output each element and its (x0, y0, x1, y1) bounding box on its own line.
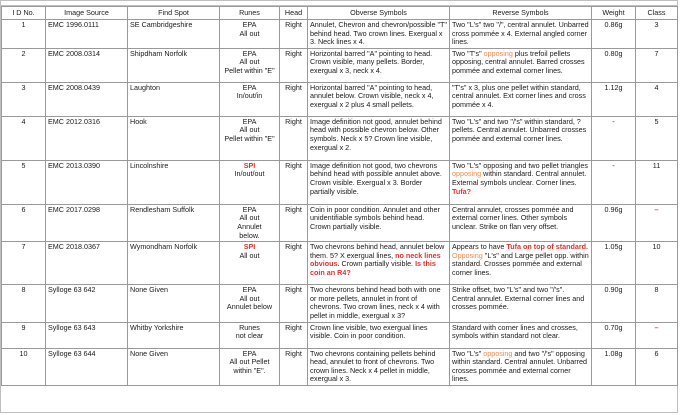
obverse-text: Two chevrons behind head both with one or more pellets, annulet in front of chevrons. Two crown lines, neck x 4 with pellet in middle, exergual x 3? (310, 285, 441, 320)
find-spot-cell: Lincolnshire (128, 160, 220, 204)
runes-line: All out (239, 28, 260, 38)
reverse-text: Two "L's" opposing and two pellet triangles (452, 160, 588, 170)
table-row (2, 204, 678, 241)
image-source-cell: Sylloge 63 643 (46, 322, 128, 348)
head-cell: Right (280, 322, 308, 348)
reverse-text: opposing (483, 348, 513, 358)
obverse-text: Crown partially visible. (339, 259, 416, 269)
runes-cell (220, 116, 280, 160)
table-row (2, 116, 678, 160)
col-header: Reverse Symbols (450, 7, 592, 20)
reverse-text: "L's" and Large pellet opp. within standard. Crosses pommée and external corner lines. (452, 250, 589, 277)
obverse-text: Annulet, Chevron and chevron/possible "T" behind head. Two crown lines. Exergual x 3. Neck lines x 4. (310, 20, 447, 47)
table-row (2, 82, 678, 116)
head-cell: Right (280, 82, 308, 116)
obverse-text: Image definition not good, two chevrons behind head with possible annulet above. Crown visible. Exergual x 3. Border partially visible. (310, 160, 442, 196)
col-header: Find Spot (128, 7, 220, 20)
id-cell: 6 (2, 204, 46, 241)
reverse-symbols-cell (450, 116, 592, 160)
table-row (2, 20, 678, 49)
id-cell: 10 (2, 348, 46, 385)
find-spot-cell: None Given (128, 348, 220, 385)
id-cell: 5 (2, 160, 46, 204)
reverse-text: Two "L's" two "/", central annulet. Unbarred cross pommée x 4. External angled corner lines. (452, 20, 589, 47)
runes-cell (220, 204, 280, 241)
reverse-text: Opposing (452, 250, 483, 260)
col-header: Head (280, 7, 308, 20)
coin-table (1, 6, 678, 386)
runes-cell (220, 48, 280, 82)
weight-cell: 0.80g (592, 48, 636, 82)
reverse-text: "T's" x 3, plus one pellet within standard, central annulet. Ext corner lines and cross pommée x 4. (452, 82, 586, 109)
image-source-cell: EMC 2018.0367 (46, 242, 128, 285)
runes-line: All out (239, 293, 260, 303)
runes-cell (220, 322, 280, 348)
class-cell: 7 (636, 48, 678, 82)
reverse-text: Appears to have (452, 242, 507, 252)
col-header: I D No. (2, 7, 46, 20)
id-cell: 1 (2, 20, 46, 49)
obverse-text: Horizontal barred "A" pointing to head. Crown visible, many pellets. Border, exergual x 3, neck x 4. (310, 48, 433, 75)
obverse-text: Crown line visible, two exergual lines visible. Coin in poor condition. (310, 322, 428, 341)
reverse-text: Central annulet, crosses pommée and external corner lines. Other symbols unclear. Strike on flan very offset. (452, 204, 574, 231)
reverse-text: within standard. Central annulet. External symbols unclear. Corner lines. (452, 169, 587, 187)
class-cell: 11 (636, 160, 678, 204)
obverse-symbols-cell (308, 285, 450, 322)
reverse-symbols-cell (450, 285, 592, 322)
weight-cell: 0.86g (592, 20, 636, 49)
runes-line: Pellet within "E" (224, 133, 275, 143)
reverse-symbols-cell (450, 322, 592, 348)
head-cell: Right (280, 48, 308, 82)
runes-cell (220, 242, 280, 285)
runes-line: EPA (242, 82, 257, 92)
class-cell: – (636, 322, 678, 348)
runes-line: Annulet below (226, 302, 273, 312)
reverse-text: opposing (452, 169, 482, 179)
obverse-symbols-cell (308, 48, 450, 82)
weight-cell: - (592, 116, 636, 160)
obverse-text: Two chevrons containing pellets behind head, annulet to front of chevrons. Two crown lines. Neck x 4 pellet in middle, exergual x 3. (310, 348, 436, 384)
find-spot-cell: Shipdham Norfolk (128, 48, 220, 82)
runes-line: Annulet (237, 221, 262, 231)
find-spot-cell: Rendlesham Suffolk (128, 204, 220, 241)
id-cell: 9 (2, 322, 46, 348)
weight-cell: 1.05g (592, 242, 636, 285)
runes-line: below. (239, 230, 260, 240)
weight-cell: 1.08g (592, 348, 636, 385)
weight-cell: 1.12g (592, 82, 636, 116)
reverse-symbols-cell (450, 20, 592, 49)
obverse-symbols-cell (308, 116, 450, 160)
runes-line: EPA (242, 285, 257, 295)
head-cell: Right (280, 242, 308, 285)
reverse-symbols-cell (450, 348, 592, 385)
class-cell: 8 (636, 285, 678, 322)
weight-cell: - (592, 160, 636, 204)
runes-cell (220, 285, 280, 322)
runes-line: EPA (242, 204, 257, 214)
runes-line: All out (239, 57, 260, 67)
runes-line: EPA (242, 348, 257, 358)
id-cell: 4 (2, 116, 46, 160)
find-spot-cell: Wymondham Norfolk (128, 242, 220, 285)
class-cell: 3 (636, 20, 678, 49)
runes-line: EPA (242, 116, 257, 126)
reverse-symbols-cell (450, 204, 592, 241)
reverse-text: Two "T's" (452, 48, 484, 58)
obverse-symbols-cell (308, 348, 450, 385)
weight-cell: 0.96g (592, 204, 636, 241)
reverse-text: Two "L's" and two "/'s" within standard, ? pellets. Central annulet. Unbarred crosses pommée and external corner lines. (452, 116, 587, 143)
obverse-symbols-cell (308, 204, 450, 241)
reverse-symbols-cell (450, 160, 592, 204)
reverse-text: Strike offset, two "L's" and two "/'s". Central annulet. External corner lines and crosses pommée. (452, 285, 585, 312)
reverse-text: Tufa on top of standard. (506, 242, 589, 252)
head-cell: Right (280, 348, 308, 385)
col-header: Obverse Symbols (308, 7, 450, 20)
class-cell: 5 (636, 116, 678, 160)
col-header: Image Source (46, 7, 128, 20)
runes-cell (220, 348, 280, 385)
obverse-symbols-cell (308, 322, 450, 348)
runes-line: Runes (239, 322, 260, 332)
reverse-text: Standard with corner lines and crosses, symbols within standard not clear. (452, 322, 578, 341)
obverse-text: no neck lines obvious. (310, 250, 441, 269)
runes-line: In/out/in (236, 91, 263, 101)
runes-cell (220, 82, 280, 116)
table-row (2, 48, 678, 82)
runes-line: All out (239, 250, 260, 260)
col-header: Weight (592, 7, 636, 20)
header-row (2, 7, 678, 20)
image-source-cell: EMC 2008.0314 (46, 48, 128, 82)
table-row (2, 160, 678, 204)
image-source-cell: EMC 1996.0111 (46, 20, 128, 49)
obverse-symbols-cell (308, 20, 450, 49)
runes-line: Pellet within "E" (224, 65, 275, 75)
runes-line: All out (239, 125, 260, 135)
runes-cell (220, 20, 280, 49)
obverse-text: Coin in poor condition. Annulet and other unidentifiable symbols behind head. Crown partially visible. (310, 204, 440, 231)
obverse-text: Image definition not good, annulet behind head with possible chevron below. Other symbols. Neck x 5? Crown line visible, exergual x 2. (310, 116, 442, 152)
class-cell: – (636, 204, 678, 241)
obverse-symbols-cell (308, 242, 450, 285)
weight-cell: 0.90g (592, 285, 636, 322)
reverse-text: Two "L's" (452, 348, 484, 358)
reverse-symbols-cell (450, 48, 592, 82)
runes-line: EPA (242, 48, 257, 58)
obverse-text: Is this coin an R4? (310, 259, 436, 277)
obverse-text: Two chevrons behind head, annulet below them. 5? X exergual lines, (310, 242, 445, 260)
col-header: Runes (220, 7, 280, 20)
col-header: Class (636, 7, 678, 20)
reverse-symbols-cell (450, 242, 592, 285)
reverse-text: and two "/'s" opposing within standard. Central annulet. Unbarred crosses pommée and external corner lines. (452, 348, 588, 384)
obverse-symbols-cell (308, 160, 450, 204)
obverse-text: Horizontal barred "A" pointing to head, annulet below. Crown visible, neck x 4, exergual x 2 plus 4 small pellets. (310, 82, 434, 109)
runes-line: SPI (243, 242, 256, 252)
image-source-cell: Sylloge 63 644 (46, 348, 128, 385)
runes-line: not clear (235, 331, 264, 341)
image-source-cell: EMC 2017.0298 (46, 204, 128, 241)
find-spot-cell: None Given (128, 285, 220, 322)
find-spot-cell: SE Cambridgeshire (128, 20, 220, 49)
reverse-symbols-cell (450, 82, 592, 116)
image-source-cell: EMC 2012.0316 (46, 116, 128, 160)
runes-line: EPA (242, 20, 257, 29)
find-spot-cell: Whitby Yorkshire (128, 322, 220, 348)
weight-cell: 0.70g (592, 322, 636, 348)
class-cell: 6 (636, 348, 678, 385)
head-cell: Right (280, 285, 308, 322)
table-body (2, 20, 678, 386)
runes-line: within "E". (233, 365, 266, 375)
table-row (2, 242, 678, 285)
reverse-text: plus trefoil pellets opposing, central annulet. Barred crosses pommée and external corner lines. (452, 48, 585, 75)
id-cell: 7 (2, 242, 46, 285)
table-row (2, 322, 678, 348)
runes-line: SPI (243, 160, 256, 170)
reverse-text: Tufa? (452, 186, 472, 196)
reverse-text: opposing (483, 48, 513, 58)
runes-line: All out Pellet (229, 357, 270, 367)
obverse-symbols-cell (308, 82, 450, 116)
runes-line: In/out/out (234, 169, 265, 179)
class-cell: 4 (636, 82, 678, 116)
table-row (2, 348, 678, 385)
runes-cell (220, 160, 280, 204)
head-cell: Right (280, 204, 308, 241)
image-source-cell: EMC 2008.0439 (46, 82, 128, 116)
find-spot-cell: Hook (128, 116, 220, 160)
image-source-cell: EMC 2013.0390 (46, 160, 128, 204)
table-row (2, 285, 678, 322)
id-cell: 3 (2, 82, 46, 116)
id-cell: 8 (2, 285, 46, 322)
class-cell: 10 (636, 242, 678, 285)
runes-line: All out (239, 213, 260, 223)
find-spot-cell: Laughton (128, 82, 220, 116)
id-cell: 2 (2, 48, 46, 82)
head-cell: Right (280, 160, 308, 204)
head-cell: Right (280, 116, 308, 160)
head-cell: Right (280, 20, 308, 49)
image-source-cell: Sylloge 63 642 (46, 285, 128, 322)
